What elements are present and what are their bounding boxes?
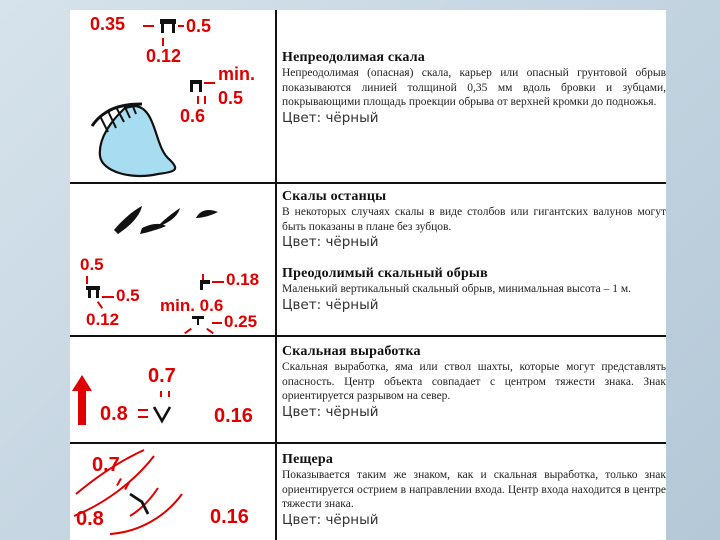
row-title: Пещера	[282, 452, 334, 467]
dim-label: 0.35	[90, 14, 126, 34]
symbol-passable-cliff	[70, 252, 275, 335]
dim-label: 0.16	[210, 506, 249, 528]
description-impassable-cliff	[282, 50, 666, 126]
row-title: Скалы останцы	[282, 189, 387, 204]
dim-label: 0.5	[116, 286, 140, 305]
row-title: Скальная выработка	[282, 344, 421, 359]
color-note: Цвет: чёрный	[282, 234, 379, 250]
color-note: Цвет: чёрный	[282, 296, 379, 313]
dim-label: 0.5	[186, 16, 212, 36]
dim-label: 0.6	[180, 106, 206, 126]
north-arrow-icon	[70, 375, 94, 425]
dim-label: min. 0.6	[160, 296, 224, 315]
dim-label: min.	[218, 64, 256, 84]
row-title: Непреодолимая скала	[282, 50, 425, 65]
column-divider	[275, 10, 277, 540]
dim-label: 0.25	[224, 312, 258, 331]
dim-label: 0.12	[86, 310, 120, 329]
dim-label: 0.7	[148, 365, 176, 387]
description-rock-pillars	[282, 189, 666, 250]
rock-pillar-icon	[70, 182, 275, 252]
color-note: Цвет: чёрный	[282, 511, 379, 528]
pit-icon	[152, 405, 172, 425]
symbol-rock-pillars	[70, 182, 275, 252]
row-title: Преодолимый скальный обрыв	[282, 266, 488, 281]
row-text: Непреодолимая (опасная) скала, карьер или опасный грунтовой обрыв показываются линией толщиной 0,35 мм вдоль бровки и зубцами, покрывающими площадь проекции обрыва от верхней кромки до подножья.	[282, 67, 666, 108]
color-note: Цвет: чёрный	[282, 109, 379, 126]
dim-label: 0.8	[76, 508, 104, 530]
description-passable-cliff	[282, 266, 666, 313]
description-cave	[282, 452, 666, 528]
row-text: В некоторых случаях скалы в виде столбов или гигантских валунов могут быть показаны в плане без зубцов.	[282, 206, 666, 233]
dim-label: 0.18	[226, 270, 260, 289]
row-text: Маленький вертикальный скальный обрыв, минимальная высота – 1 м.	[282, 283, 632, 295]
row-text: Показывается таким же знаком, как и скальная выработка, только знак ориентируется острием в направлении входа. Центр входа находится в центре тяжести знака.	[282, 469, 666, 510]
dim-label: 0.8	[100, 403, 128, 425]
dim-label: 0.7	[92, 454, 120, 476]
row-text: Скальная выработка, яма или ствол шахты, которые могут представлять опасность. Центр объекта совпадает с центром тяжести знака. Знак ориентируется разрывом на север.	[282, 361, 666, 402]
symbol-table	[70, 10, 666, 540]
symbol-impassable-cliff	[70, 10, 275, 182]
cave-icon	[128, 492, 152, 516]
symbol-cave	[70, 442, 275, 540]
cliff-sample-icon	[70, 10, 275, 182]
description-rocky-pit	[282, 344, 666, 420]
dim-label: 0.5	[218, 88, 244, 108]
color-note: Цвет: чёрный	[282, 403, 379, 420]
dim-label: 0.5	[80, 255, 104, 274]
dim-label: 0.12	[146, 46, 182, 66]
symbol-rocky-pit	[70, 335, 275, 442]
dim-label: 0.16	[214, 405, 253, 427]
